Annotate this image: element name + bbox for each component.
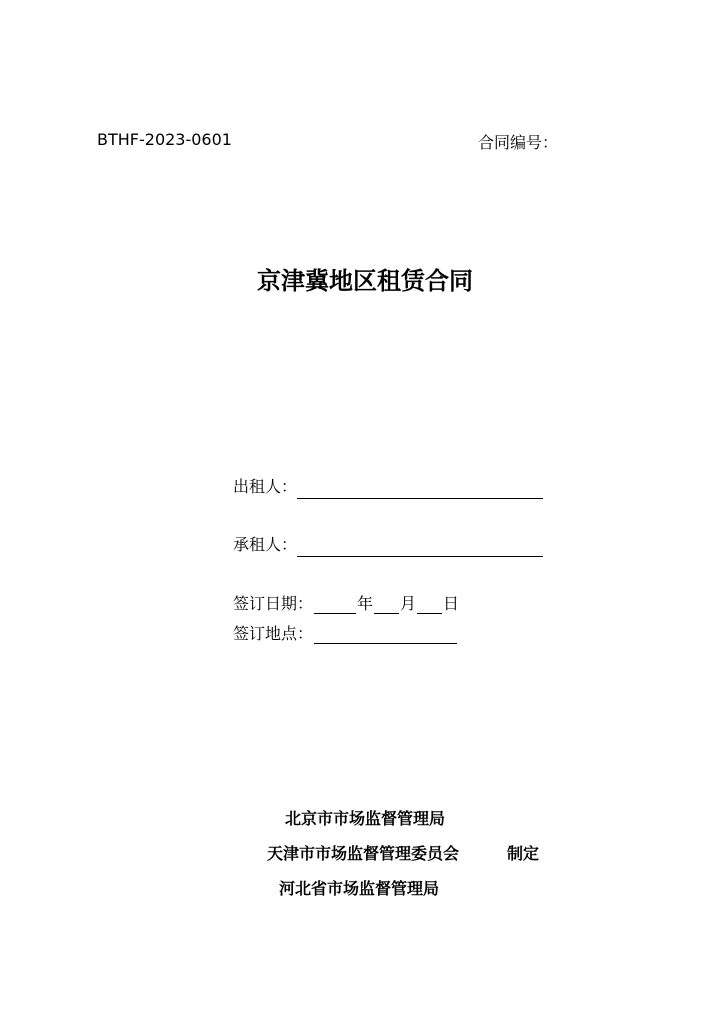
issued-label: 制定 [507, 844, 540, 863]
day-blank [417, 597, 442, 614]
sign-date-field [233, 591, 459, 614]
month-blank [374, 597, 399, 614]
lessee-label: 承租人： [233, 535, 298, 554]
issuer-beijing: 北京市市场监督管理局 [285, 809, 446, 828]
issuer-hebei: 河北省市场监督管理局 [279, 879, 440, 898]
document-code: BTHF-2023-0601 [97, 130, 232, 149]
lessee-field [233, 532, 543, 555]
sign-place-label: 签订地点： [233, 624, 314, 643]
day-label: 日 [443, 594, 460, 613]
month-label: 月 [400, 594, 417, 613]
issuer-tianjin: 天津市市场监督管理委员会 [267, 844, 460, 863]
lessor-blank-line [297, 482, 543, 499]
lessor-field [233, 474, 543, 497]
document-title: 京津冀地区租赁合同 [257, 266, 473, 295]
sign-place-blank [314, 627, 457, 644]
lessor-label: 出租人： [233, 477, 298, 496]
year-blank [314, 597, 356, 614]
year-label: 年 [357, 594, 374, 613]
contract-number-label: 合同编号： [478, 133, 559, 152]
sign-place-field [233, 621, 458, 644]
sign-date-label: 签订日期： [233, 594, 314, 613]
lessee-blank-line [297, 540, 543, 557]
